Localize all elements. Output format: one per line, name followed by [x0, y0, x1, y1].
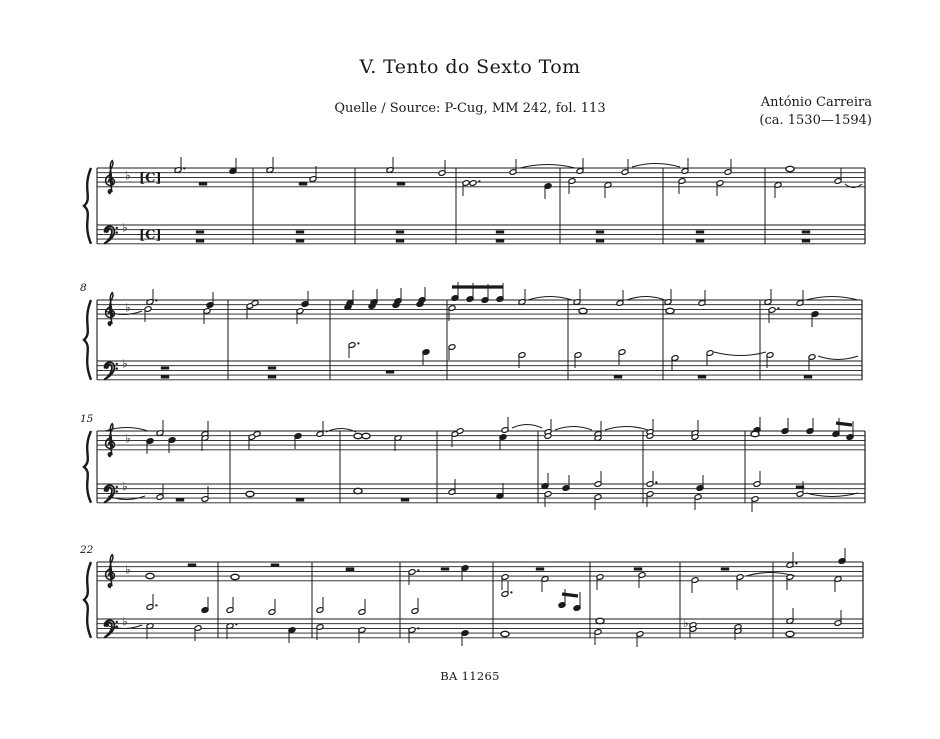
whole-rest	[268, 367, 276, 370]
note	[268, 599, 276, 615]
augmentation-dot	[510, 591, 512, 593]
whole-rest	[196, 231, 204, 234]
note	[691, 577, 699, 593]
note	[671, 355, 679, 371]
note	[316, 421, 324, 437]
note	[596, 618, 604, 623]
tie	[627, 297, 665, 301]
note	[594, 629, 602, 645]
key-signature-flat: ♭	[125, 562, 131, 577]
note	[294, 433, 302, 449]
augmentation-dot	[155, 299, 157, 301]
note	[501, 631, 509, 636]
whole-rest	[396, 240, 404, 243]
note	[231, 574, 239, 579]
tie	[605, 427, 648, 431]
tie	[806, 297, 858, 301]
note	[594, 494, 602, 510]
note	[764, 289, 772, 305]
note	[156, 420, 164, 436]
tie	[326, 429, 356, 433]
note	[201, 421, 209, 437]
whole-rest	[696, 231, 704, 234]
whole-rest	[804, 376, 812, 379]
note	[796, 290, 804, 306]
key-signature-flat: ♭	[122, 220, 128, 235]
whole-rest	[299, 183, 307, 186]
piece-title: V. Tento do Sexto Tom	[359, 56, 581, 78]
note	[596, 574, 604, 590]
note	[496, 483, 504, 499]
note	[394, 435, 402, 451]
augmentation-dot	[235, 623, 237, 625]
note	[358, 599, 366, 615]
note	[594, 421, 602, 437]
whole-rest	[268, 376, 276, 379]
note	[501, 581, 512, 597]
note	[156, 484, 164, 500]
system-2	[80, 282, 862, 380]
note	[716, 180, 724, 196]
note	[544, 419, 552, 435]
system-brace	[84, 562, 91, 638]
note	[296, 308, 304, 324]
measure-number: 15	[80, 413, 94, 425]
whole-rest	[696, 240, 704, 243]
note	[253, 431, 261, 437]
measure-number: 8	[80, 282, 87, 294]
system-3	[80, 413, 865, 512]
note	[691, 420, 699, 436]
note	[499, 434, 507, 450]
flat-accidental: ♭	[683, 616, 689, 630]
note	[638, 572, 646, 588]
note	[751, 431, 759, 436]
note	[736, 574, 744, 590]
note	[834, 168, 842, 184]
note	[544, 183, 552, 199]
note	[751, 496, 759, 512]
whole-rest	[802, 231, 810, 234]
note	[698, 290, 706, 306]
note	[226, 597, 234, 613]
measure-number: 22	[80, 544, 94, 556]
note	[541, 473, 549, 489]
note	[646, 471, 657, 487]
bass-clef-icon	[104, 485, 118, 502]
note	[301, 291, 309, 307]
bass-clef-icon	[104, 620, 118, 637]
tie	[818, 356, 858, 360]
note	[806, 418, 814, 434]
augmentation-dot	[655, 481, 657, 483]
note	[786, 631, 794, 636]
key-signature-flat: ♭	[122, 479, 128, 494]
note	[518, 289, 526, 305]
augmentation-dot	[417, 569, 419, 571]
augmentation-dot	[155, 604, 157, 606]
whole-rest	[536, 568, 544, 571]
augmentation-dot	[777, 307, 779, 309]
note	[448, 344, 456, 360]
whole-rest	[396, 231, 404, 234]
note	[348, 342, 359, 358]
whole-rest	[596, 231, 604, 234]
note	[392, 302, 400, 308]
note	[394, 288, 402, 304]
whole-rest	[634, 568, 642, 571]
note	[621, 159, 629, 175]
note	[544, 491, 552, 507]
note	[418, 287, 426, 303]
note	[354, 488, 362, 493]
augmentation-dot	[183, 167, 185, 169]
whole-rest	[161, 367, 169, 370]
note	[226, 623, 237, 639]
note	[541, 576, 549, 592]
note	[461, 565, 469, 581]
whole-rest	[296, 231, 304, 234]
whole-rest	[401, 499, 409, 502]
note	[838, 548, 846, 564]
note	[266, 157, 274, 173]
plate-number: BA 11265	[440, 669, 500, 683]
note	[558, 589, 566, 608]
note	[832, 418, 840, 437]
key-signature-flat: ♭	[125, 168, 131, 183]
whole-rest	[596, 240, 604, 243]
note	[316, 597, 324, 613]
system-brace	[84, 300, 91, 380]
key-signature-flat: ♭	[125, 431, 131, 446]
note	[146, 573, 154, 578]
augmentation-dot	[795, 562, 797, 564]
note	[786, 608, 794, 624]
tie	[555, 427, 592, 431]
beam	[562, 594, 578, 596]
note	[174, 157, 185, 173]
key-signature-flat: ♭	[122, 356, 128, 371]
note	[646, 491, 654, 507]
key-signature-flat: ♭	[122, 614, 128, 629]
note	[462, 180, 470, 196]
whole-rest	[161, 376, 169, 379]
note	[694, 494, 702, 510]
system-brace	[84, 168, 91, 244]
note	[146, 594, 157, 610]
note	[706, 350, 714, 366]
note	[201, 597, 209, 613]
composer-dates: (ca. 1530—1594)	[759, 113, 872, 128]
whole-rest	[496, 240, 504, 243]
note	[666, 308, 674, 313]
note	[781, 418, 789, 434]
tie	[632, 164, 680, 168]
time-signature: [C]	[139, 170, 162, 186]
note	[834, 576, 842, 592]
note	[509, 159, 517, 175]
note	[636, 631, 644, 647]
note	[646, 419, 654, 435]
note	[594, 471, 602, 487]
composer-name: António Carreira	[760, 95, 872, 110]
whole-rest	[698, 376, 706, 379]
key-signature-flat: ♭	[125, 300, 131, 315]
note	[362, 433, 370, 438]
whole-rest	[199, 183, 207, 186]
note	[579, 308, 587, 313]
note	[358, 627, 366, 643]
note	[146, 289, 157, 305]
note	[808, 354, 816, 370]
note	[568, 178, 576, 194]
note	[146, 438, 154, 454]
note	[562, 475, 570, 491]
half-rest	[188, 564, 196, 567]
bass-clef-icon	[104, 362, 118, 379]
note	[753, 471, 761, 487]
note	[469, 180, 480, 186]
note	[451, 282, 459, 301]
system-1	[84, 157, 865, 244]
note	[229, 158, 237, 174]
tie	[520, 165, 575, 169]
tie	[512, 425, 542, 429]
bass-clef-icon	[104, 226, 118, 243]
note	[604, 182, 612, 198]
whole-rest	[614, 376, 622, 379]
note	[501, 417, 509, 433]
half-rest	[346, 569, 354, 572]
note	[681, 158, 689, 174]
note	[618, 349, 626, 365]
whole-rest	[196, 240, 204, 243]
note	[786, 574, 794, 590]
whole-rest	[176, 499, 184, 502]
note	[576, 158, 584, 174]
whole-rest	[386, 371, 394, 374]
whole-rest	[496, 231, 504, 234]
note	[370, 289, 378, 305]
system-brace	[84, 431, 91, 503]
note	[834, 610, 842, 626]
half-rest	[271, 564, 279, 567]
note	[664, 289, 672, 305]
tie	[528, 297, 572, 301]
note	[448, 479, 456, 495]
note	[386, 157, 394, 173]
note	[573, 289, 581, 305]
note	[786, 166, 794, 171]
note	[346, 290, 354, 306]
note	[203, 308, 211, 324]
note	[616, 290, 624, 306]
note	[408, 569, 419, 585]
note	[786, 552, 797, 568]
system-4	[79, 544, 863, 647]
augmentation-dot	[417, 627, 419, 629]
note	[416, 301, 424, 307]
note	[774, 182, 782, 198]
augmentation-dot	[357, 342, 359, 344]
whole-rest	[441, 568, 449, 571]
note	[201, 435, 209, 451]
tie	[714, 352, 766, 356]
whole-rest	[397, 183, 405, 186]
note	[724, 159, 732, 175]
whole-rest	[802, 240, 810, 243]
source-line: Quelle / Source: P-Cug, MM 242, fol. 113	[334, 101, 606, 116]
note	[146, 623, 154, 639]
note	[408, 627, 419, 643]
note	[411, 598, 419, 614]
time-signature: [C]	[139, 227, 162, 243]
whole-rest	[296, 240, 304, 243]
note	[422, 349, 430, 365]
note	[288, 627, 296, 643]
augmentation-dot	[478, 180, 480, 182]
whole-rest	[296, 499, 304, 502]
note	[354, 433, 362, 438]
note	[368, 303, 376, 309]
note	[246, 491, 254, 496]
note	[768, 307, 779, 323]
whole-rest	[721, 568, 729, 571]
note	[678, 178, 686, 194]
beam	[836, 423, 852, 425]
note	[456, 428, 464, 434]
half-rest	[796, 486, 804, 489]
note	[696, 475, 704, 491]
note	[251, 300, 259, 306]
